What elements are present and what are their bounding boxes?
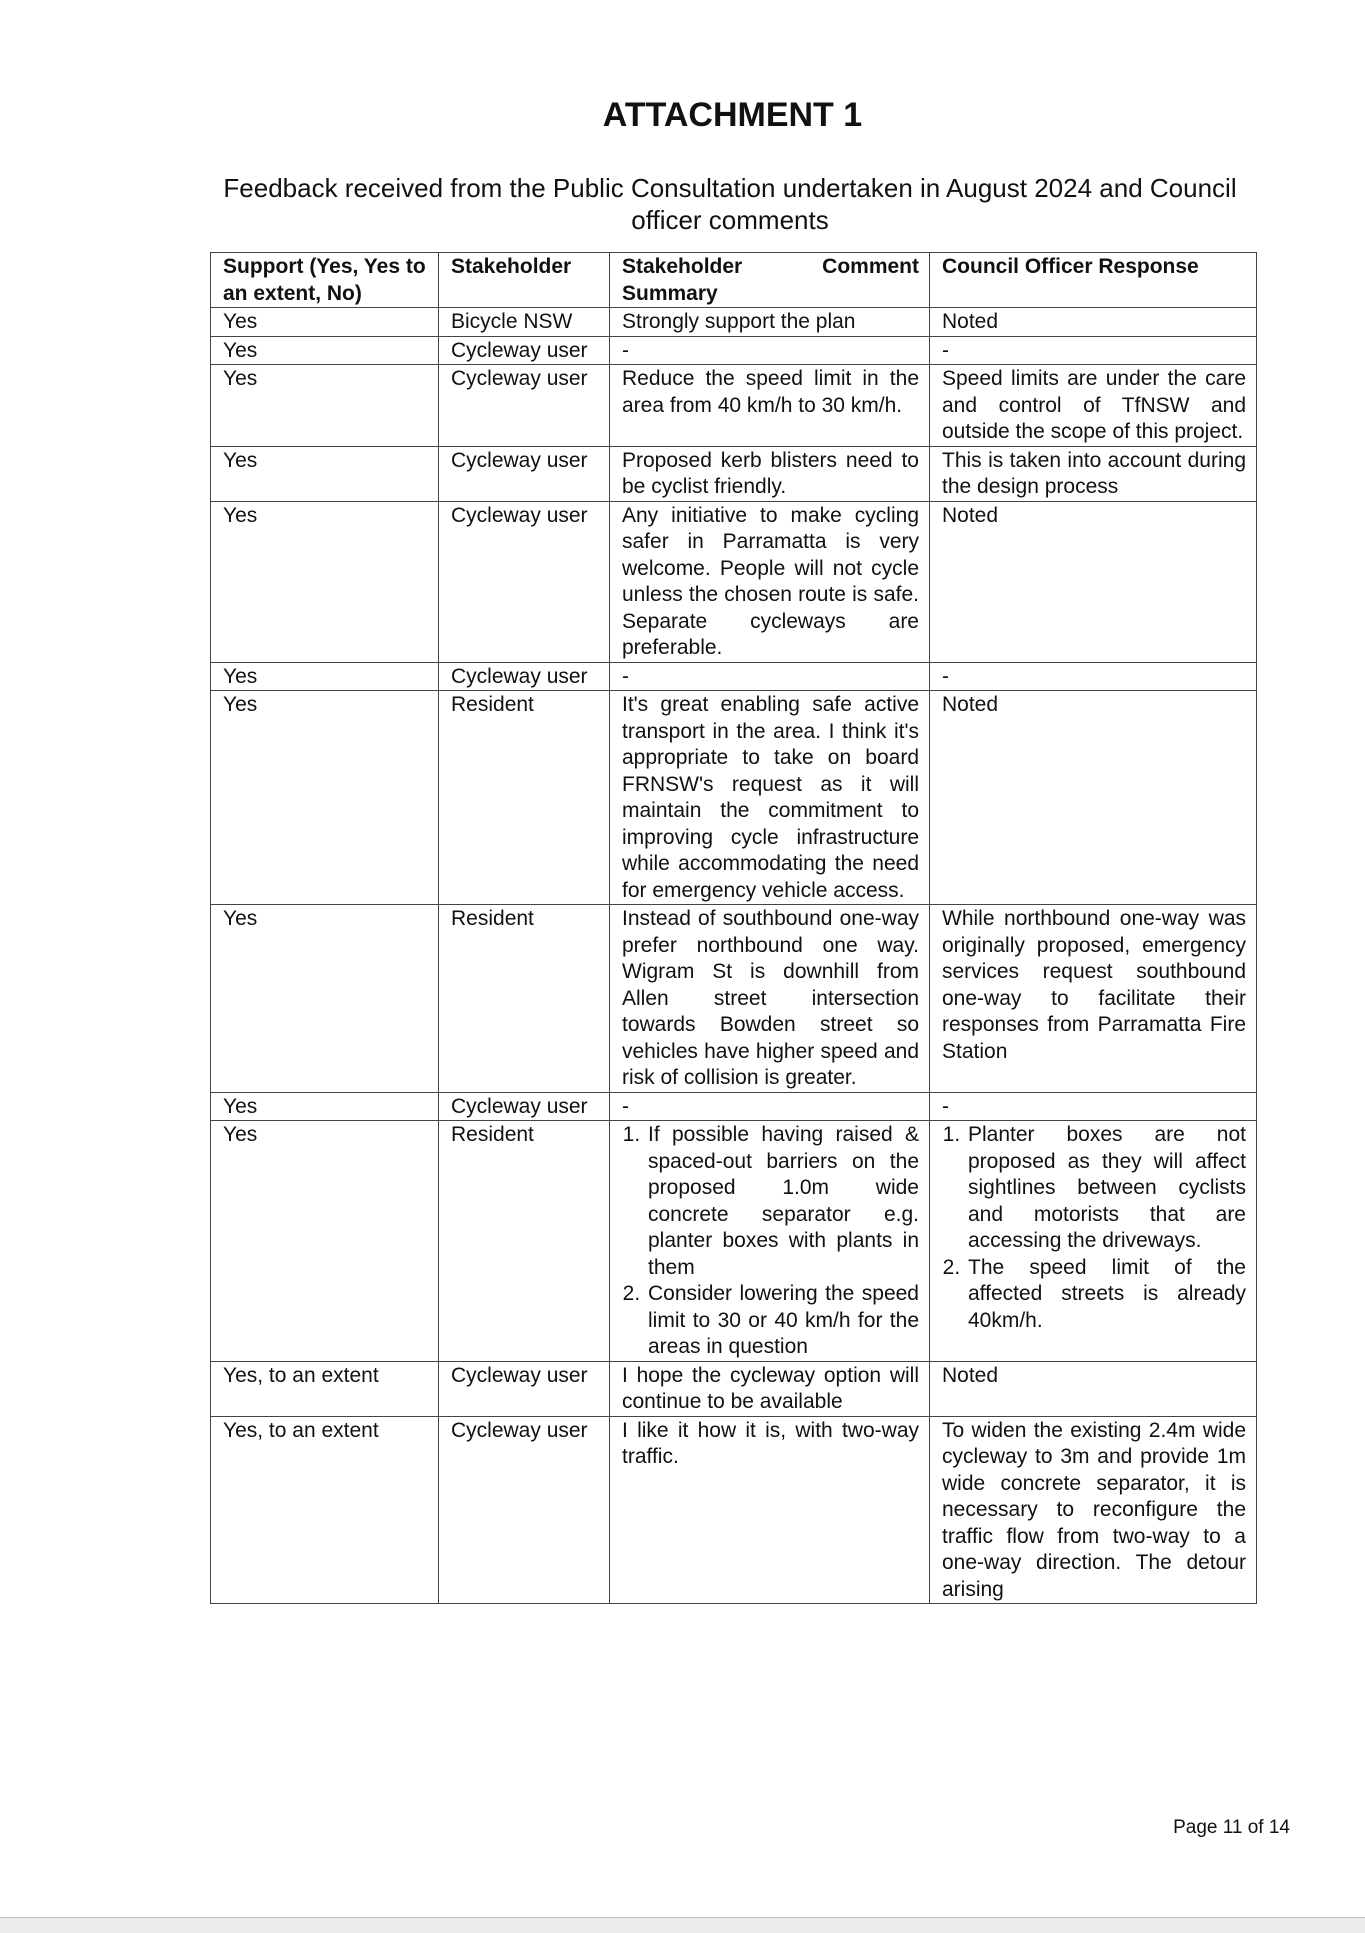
response-list-item: 1. Planter boxes are not proposed as they will affect sightlines between cyclists and motorists that are accessing the driveways. bbox=[966, 1122, 1246, 1255]
table-row bbox=[211, 446, 1257, 501]
cell-response: Noted bbox=[930, 501, 1257, 662]
cell-comment: I like it how it is, with two-way traffic. bbox=[610, 1416, 930, 1604]
page-bottom-edge bbox=[0, 1917, 1365, 1933]
cell-stakeholder: Cycleway user bbox=[439, 1361, 610, 1416]
cell-support: Yes bbox=[211, 501, 439, 662]
header-response: Council Officer Response bbox=[930, 253, 1257, 308]
header-support: Support (Yes, Yes to an extent, No) bbox=[211, 253, 439, 308]
table-row bbox=[211, 1092, 1257, 1121]
cell-support: Yes bbox=[211, 905, 439, 1093]
table-row bbox=[211, 308, 1257, 337]
comment-list-item: 2. Consider lowering the speed limit to 30 or 40 km/h for the areas in question bbox=[646, 1281, 919, 1361]
table-row bbox=[211, 1416, 1257, 1604]
table-row bbox=[211, 501, 1257, 662]
cell-comment: I hope the cycleway option will continue to be available bbox=[610, 1361, 930, 1416]
page-subtitle bbox=[180, 172, 1280, 236]
cell-comment: - bbox=[610, 1092, 930, 1121]
subtitle-line-2: officer comments bbox=[631, 205, 829, 235]
cell-comment: Strongly support the plan bbox=[610, 308, 930, 337]
cell-support: Yes bbox=[211, 308, 439, 337]
cell-stakeholder: Cycleway user bbox=[439, 501, 610, 662]
cell-stakeholder: Cycleway user bbox=[439, 662, 610, 691]
header-comment: Stakeholder Comment Summary bbox=[610, 253, 930, 308]
cell-support: Yes bbox=[211, 446, 439, 501]
page-number: Page 11 of 14 bbox=[1173, 1817, 1290, 1838]
cell-comment: Any initiative to make cycling safer in Parramatta is very welcome. People will not cycle unless the chosen route is safe. Separate cycleways are preferable. bbox=[610, 501, 930, 662]
table-row bbox=[211, 365, 1257, 447]
cell-support: Yes bbox=[211, 336, 439, 365]
cell-support: Yes bbox=[211, 365, 439, 447]
table-row bbox=[211, 691, 1257, 905]
cell-comment: Proposed kerb blisters need to be cyclist friendly. bbox=[610, 446, 930, 501]
header-stakeholder: Stakeholder bbox=[439, 253, 610, 308]
cell-stakeholder: Cycleway user bbox=[439, 336, 610, 365]
response-list bbox=[942, 1122, 1246, 1334]
cell-stakeholder: Cycleway user bbox=[439, 1416, 610, 1604]
cell-comment bbox=[610, 1121, 930, 1362]
cell-response: While northbound one-way was originally proposed, emergency services request southbound one-way to facilitate their responses from Parramatta Fire Station bbox=[930, 905, 1257, 1093]
cell-stakeholder: Resident bbox=[439, 691, 610, 905]
cell-comment: Reduce the speed limit in the area from 40 km/h to 30 km/h. bbox=[610, 365, 930, 447]
feedback-table bbox=[210, 252, 1257, 1604]
response-list-item: 2. The speed limit of the affected streets is already 40km/h. bbox=[966, 1255, 1246, 1335]
cell-response: Noted bbox=[930, 308, 1257, 337]
cell-comment: Instead of southbound one-way prefer northbound one way. Wigram St is downhill from Allen street intersection towards Bowden street so vehicles have higher speed and risk of collision is greater. bbox=[610, 905, 930, 1093]
table-header-row bbox=[211, 253, 1257, 308]
comment-list-item: 1. If possible having raised & spaced-out barriers on the proposed 1.0m wide concrete separator e.g. planter boxes with plants in them bbox=[646, 1122, 919, 1281]
cell-response: - bbox=[930, 1092, 1257, 1121]
subtitle-line-1: Feedback received from the Public Consultation undertaken in August 2024 and Council bbox=[223, 173, 1237, 203]
cell-comment: It's great enabling safe active transport in the area. I think it's appropriate to take on board FRNSW's request as it will maintain the commitment to improving cycle infrastructure while accommodating the need for emergency vehicle access. bbox=[610, 691, 930, 905]
cell-response: - bbox=[930, 662, 1257, 691]
page-title: ATTACHMENT 1 bbox=[602, 96, 863, 134]
cell-support: Yes bbox=[211, 1121, 439, 1362]
cell-comment: - bbox=[610, 662, 930, 691]
table-row bbox=[211, 1121, 1257, 1362]
cell-response: - bbox=[930, 336, 1257, 365]
cell-stakeholder: Resident bbox=[439, 905, 610, 1093]
cell-support: Yes bbox=[211, 662, 439, 691]
cell-response: To widen the existing 2.4m wide cycleway to 3m and provide 1m wide concrete separator, it is necessary to reconfigure the traffic flow from two-way to a one-way direction. The detour arising bbox=[930, 1416, 1257, 1604]
cell-support: Yes bbox=[211, 1092, 439, 1121]
cell-stakeholder: Cycleway user bbox=[439, 365, 610, 447]
table-row bbox=[211, 662, 1257, 691]
comment-list bbox=[622, 1122, 919, 1361]
table-row bbox=[211, 1361, 1257, 1416]
cell-support: Yes, to an extent bbox=[211, 1361, 439, 1416]
cell-stakeholder: Cycleway user bbox=[439, 446, 610, 501]
cell-comment: - bbox=[610, 336, 930, 365]
cell-response: Noted bbox=[930, 691, 1257, 905]
table-row bbox=[211, 336, 1257, 365]
cell-stakeholder: Bicycle NSW bbox=[439, 308, 610, 337]
table-row bbox=[211, 905, 1257, 1093]
cell-response: Speed limits are under the care and control of TfNSW and outside the scope of this project. bbox=[930, 365, 1257, 447]
cell-support: Yes bbox=[211, 691, 439, 905]
cell-response bbox=[930, 1121, 1257, 1362]
cell-response: This is taken into account during the design process bbox=[930, 446, 1257, 501]
cell-response: Noted bbox=[930, 1361, 1257, 1416]
cell-stakeholder: Cycleway user bbox=[439, 1092, 610, 1121]
cell-support: Yes, to an extent bbox=[211, 1416, 439, 1604]
cell-stakeholder: Resident bbox=[439, 1121, 610, 1362]
